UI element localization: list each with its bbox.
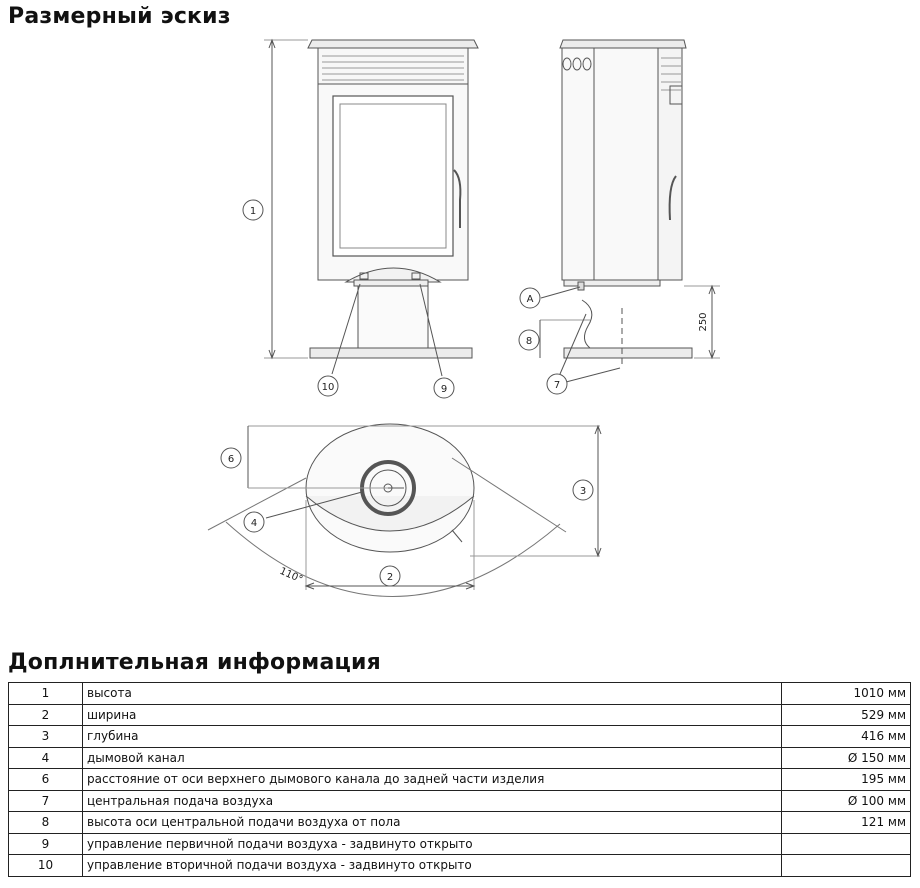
row-number: 10 bbox=[9, 855, 83, 877]
row-label: глубина bbox=[83, 726, 782, 748]
top-view bbox=[208, 424, 601, 597]
table-row bbox=[9, 790, 911, 812]
callout-4: 4 bbox=[250, 518, 258, 529]
row-value: 416 мм bbox=[782, 726, 911, 748]
table-row bbox=[9, 769, 911, 791]
row-label: центральная подача воздуха bbox=[83, 790, 782, 812]
row-value: Ø 100 мм bbox=[782, 790, 911, 812]
callout-6: 6 bbox=[227, 454, 235, 465]
spec-table bbox=[8, 682, 911, 877]
callout-7: 7 bbox=[553, 380, 561, 391]
table-row bbox=[9, 855, 911, 877]
row-number: 8 bbox=[9, 812, 83, 834]
row-value: 1010 мм bbox=[782, 683, 911, 705]
row-value bbox=[782, 855, 911, 877]
row-value: 121 мм bbox=[782, 812, 911, 834]
table-row bbox=[9, 704, 911, 726]
sketch-heading: Размерный эскиз bbox=[8, 4, 231, 29]
row-label: ширина bbox=[83, 704, 782, 726]
angle-label: 110° bbox=[277, 565, 305, 586]
callout-a: A bbox=[526, 294, 534, 305]
table-row bbox=[9, 747, 911, 769]
info-heading: Доплнительная информация bbox=[8, 650, 381, 675]
row-label: дымовой канал bbox=[83, 747, 782, 769]
front-view bbox=[264, 40, 478, 376]
row-label: управление первичной подачи воздуха - задвинуто открыто bbox=[83, 833, 782, 855]
callout-8: 8 bbox=[525, 336, 533, 347]
callout-10: 10 bbox=[321, 382, 335, 393]
row-number: 6 bbox=[9, 769, 83, 791]
row-label: высота bbox=[83, 683, 782, 705]
table-row bbox=[9, 812, 911, 834]
row-value: 529 мм bbox=[782, 704, 911, 726]
row-number: 7 bbox=[9, 790, 83, 812]
table-row bbox=[9, 833, 911, 855]
row-number: 3 bbox=[9, 726, 83, 748]
side-view bbox=[540, 40, 720, 382]
row-number: 1 bbox=[9, 683, 83, 705]
callout-3: 3 bbox=[579, 486, 587, 497]
row-number: 9 bbox=[9, 833, 83, 855]
dimension-drawing bbox=[0, 30, 920, 630]
row-label: расстояние от оси верхнего дымового канала до задней части изделия bbox=[83, 769, 782, 791]
row-label: управление вторичной подачи воздуха - задвинуто открыто bbox=[83, 855, 782, 877]
row-value: Ø 150 мм bbox=[782, 747, 911, 769]
table-row bbox=[9, 726, 911, 748]
row-label: высота оси центральной подачи воздуха от пола bbox=[83, 812, 782, 834]
row-number: 2 bbox=[9, 704, 83, 726]
row-value: 195 мм bbox=[782, 769, 911, 791]
callout-2: 2 bbox=[386, 572, 394, 583]
callout-1: 1 bbox=[249, 206, 257, 217]
table-row bbox=[9, 683, 911, 705]
callout-9: 9 bbox=[440, 384, 448, 395]
row-number: 4 bbox=[9, 747, 83, 769]
row-value bbox=[782, 833, 911, 855]
dimension-250-label: 250 bbox=[698, 312, 709, 332]
